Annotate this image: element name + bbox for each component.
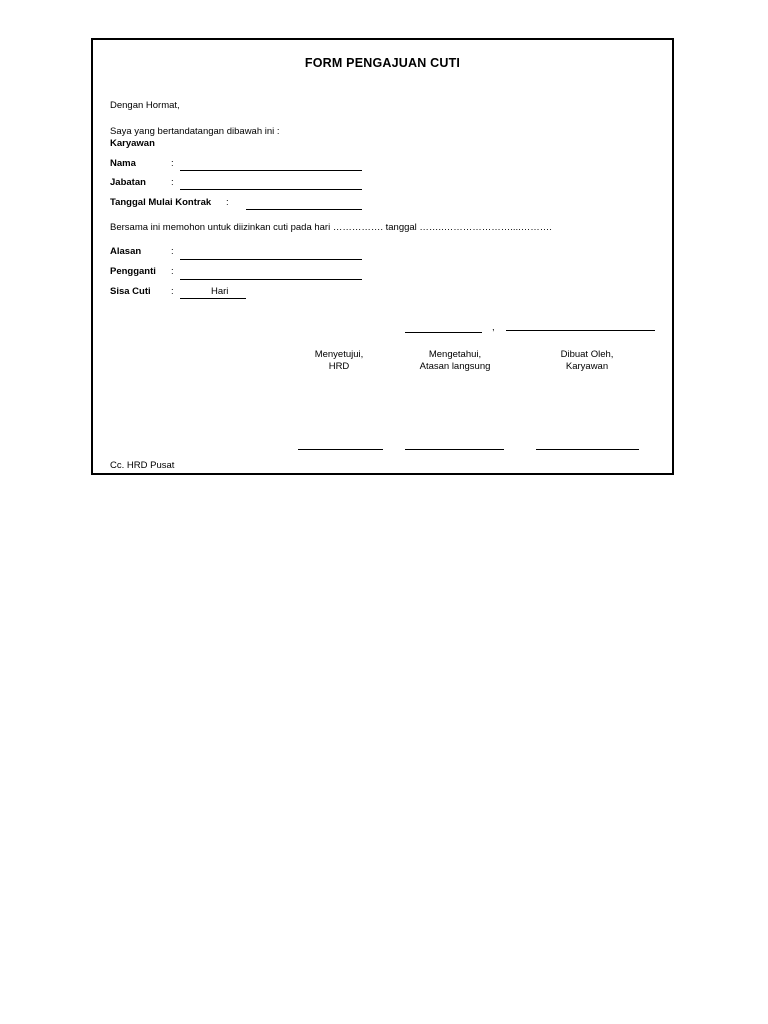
pengganti-colon: : (171, 266, 174, 277)
signature-hrd-role: Menyetujui, (314, 349, 364, 360)
alasan-label: Alasan (110, 246, 142, 257)
greeting-text: Dengan Hormat, (110, 100, 180, 111)
tanggal-mulai-kontrak-label: Tanggal Mulai Kontrak (110, 197, 212, 208)
sisa-cuti-field-line[interactable] (180, 298, 246, 299)
signature-supervisor-line[interactable] (405, 449, 504, 450)
sisa-cuti-label: Sisa Cuti (110, 286, 151, 297)
role-heading: Karyawan (110, 138, 155, 149)
signature-hrd-line[interactable] (298, 449, 383, 450)
alasan-field-line[interactable] (180, 259, 362, 260)
signature-employee-title: Karyawan (565, 361, 609, 372)
jabatan-colon: : (171, 177, 174, 188)
jabatan-field-line[interactable] (180, 189, 362, 190)
signature-supervisor-role: Mengetahui, (428, 349, 482, 360)
form-title: FORM PENGAJUAN CUTI (304, 56, 461, 70)
place-field-line[interactable] (405, 332, 482, 333)
request-sentence: Bersama ini memohon untuk diizinkan cuti pada hari ……………. tanggal ……..…………………....………. (110, 222, 552, 233)
signature-hrd-title: HRD (328, 361, 350, 372)
alasan-colon: : (171, 246, 174, 257)
signature-employee-role: Dibuat Oleh, (560, 349, 614, 360)
place-date-separator: , (492, 322, 495, 333)
nama-colon: : (171, 158, 174, 169)
nama-field-line[interactable] (180, 170, 362, 171)
nama-label: Nama (110, 158, 136, 169)
cc-text: Cc. HRD Pusat (110, 460, 175, 471)
sisa-cuti-colon: : (171, 286, 174, 297)
sisa-cuti-unit: Hari (211, 286, 229, 297)
intro-text: Saya yang bertandatangan dibawah ini : (110, 126, 280, 137)
leave-request-form (91, 38, 674, 475)
pengganti-label: Pengganti (110, 266, 156, 277)
signature-supervisor-title: Atasan langsung (419, 361, 491, 372)
date-field-line[interactable] (506, 330, 655, 331)
tanggal-mulai-kontrak-colon: : (226, 197, 229, 208)
jabatan-label: Jabatan (110, 177, 146, 188)
tanggal-mulai-kontrak-field-line[interactable] (246, 209, 362, 210)
pengganti-field-line[interactable] (180, 279, 362, 280)
signature-employee-line[interactable] (536, 449, 639, 450)
